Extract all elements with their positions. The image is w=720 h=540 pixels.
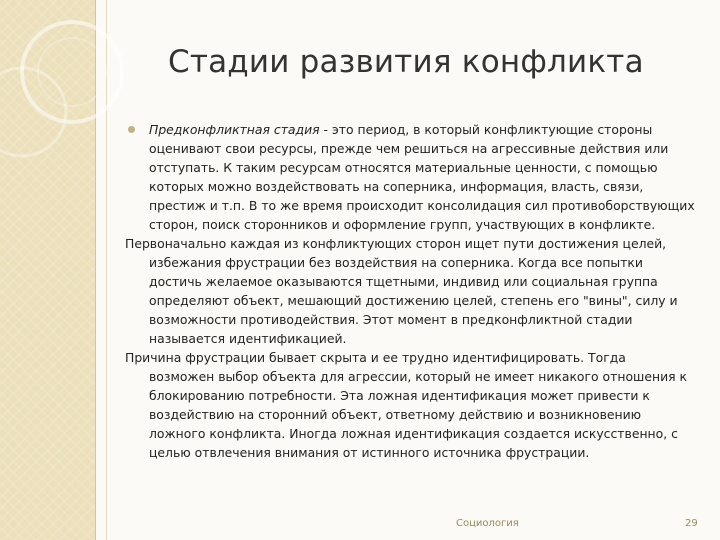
page-number: 29 [685,518,698,529]
footer-subject-label: Социология [456,518,519,529]
bullet-paragraph [125,120,695,234]
bullet-marker [128,126,135,133]
slide-body [125,120,695,462]
slide-title: Стадии развития конфликта [168,44,644,80]
bullet-term: Предконфликтная стадия [149,122,320,137]
paragraph-false-identification: Причина фрустрации бывает скрыта и ее трудно идентифицировать. Тогда возможен выбор объекта для агрессии, который не имеет никакого отношения к блокированию потребности. Эта ложная идентификация может привести к воздействию на сторонний объект, ответному действию и возникновению ложного конфликта. Иногда ложная идентификация создается искусственно, с целью отвлечения внимания от истинного источника фрустрации. [125,350,688,460]
bullet-text: - это период, в который конфликтующие стороны оценивают свои ресурсы, прежде чем решиться на агрессивные действия или отступать. К таким ресурсам относятся материальные ценности, с помощью которых можно воздействовать на соперника, информация, власть, связи, престиж и т.п. В то же время происходит консолидация сил противоборствующих сторон, поиск сторонников и оформление групп, участвующих в конфликте. [149,122,695,232]
paragraph-identification: Первоначально каждая из конфликтующих сторон ищет пути достижения целей, избежания фрустрации без воздействия на соперника. Когда все попытки достичь желаемое оказываются тщетными, индивид или социальная группа определяют объект, мешающий достижению целей, степень его "вины", силу и возможности противодействия. Этот момент в предконфликтной стадии называется идентификацией. [125,236,678,346]
